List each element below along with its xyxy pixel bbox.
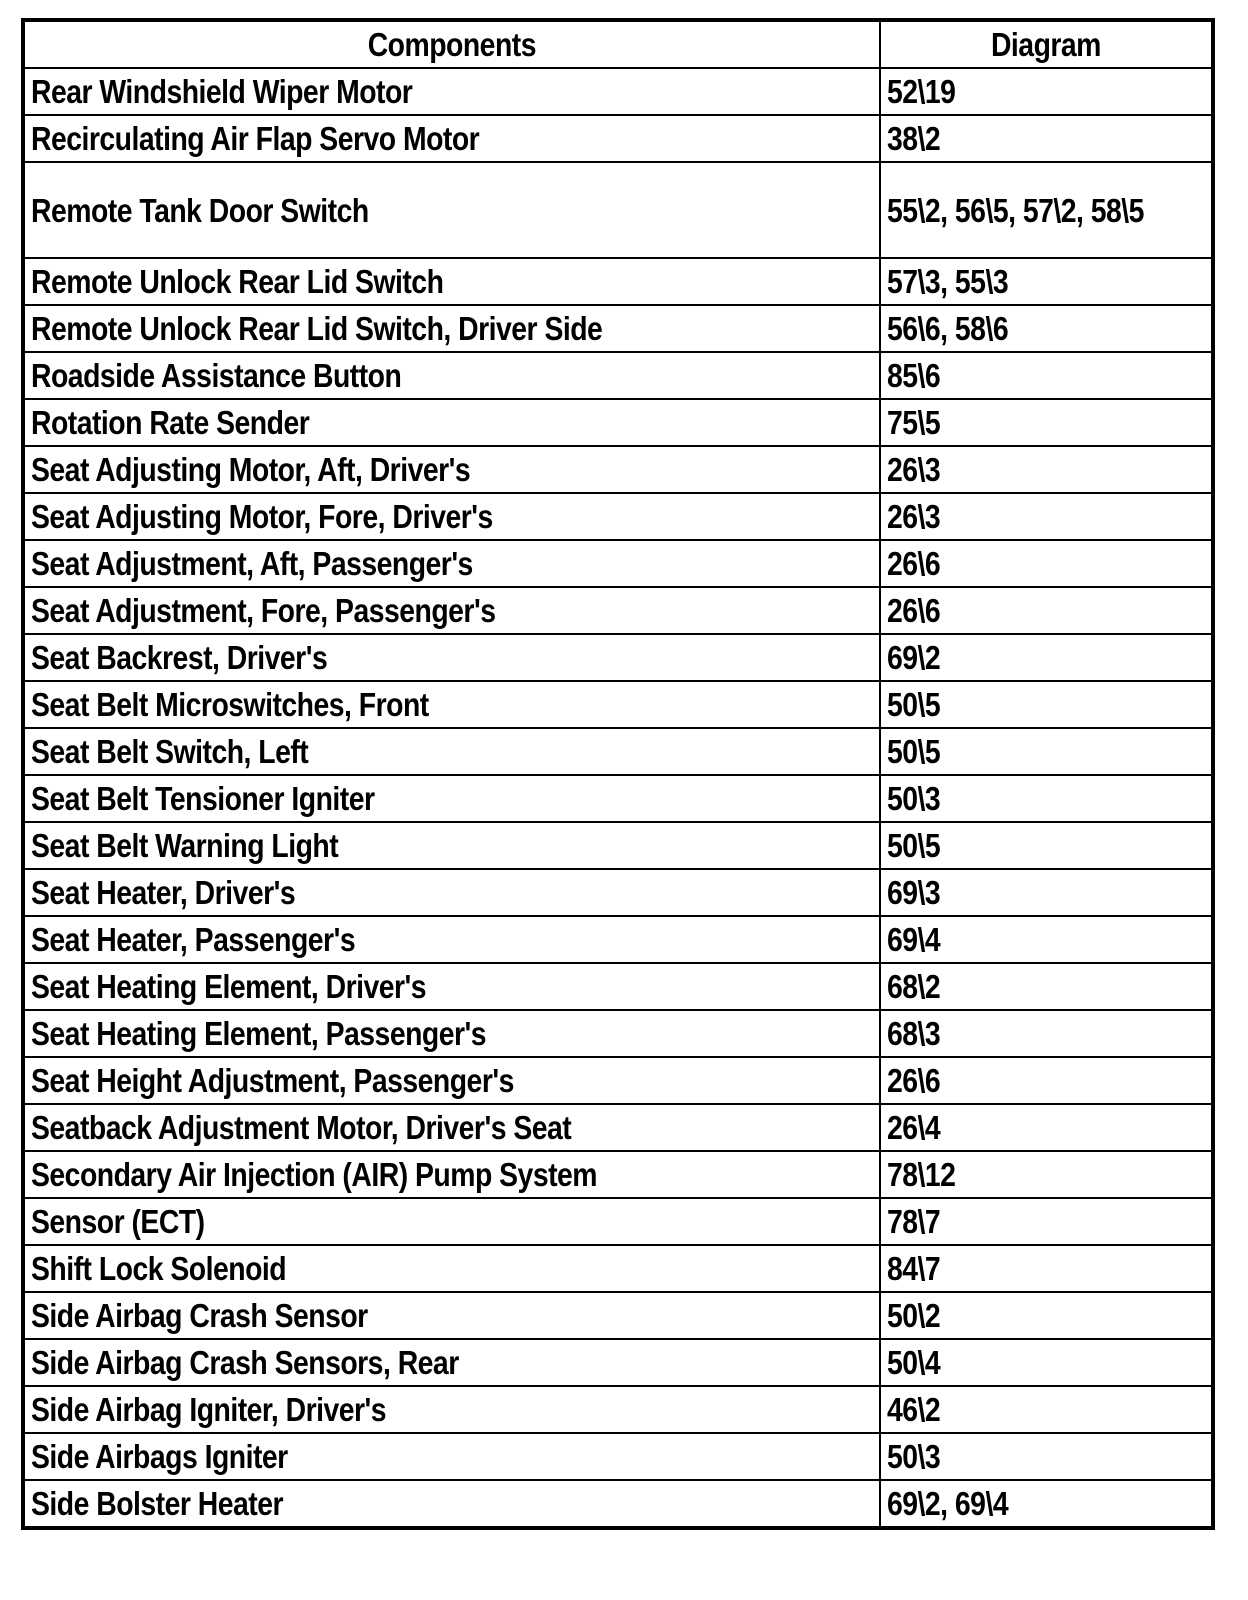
- diagram-cell: 69\4: [880, 916, 1213, 963]
- table-row: [23, 1151, 1213, 1198]
- component-cell: Seat Adjustment, Fore, Passenger's: [23, 587, 880, 634]
- diagram-cell: 68\3: [880, 1010, 1213, 1057]
- diagram-cell: 50\5: [880, 681, 1213, 728]
- component-cell: Seat Heating Element, Passenger's: [23, 1010, 880, 1057]
- component-cell: Remote Unlock Rear Lid Switch: [23, 258, 880, 305]
- component-cell: Side Airbag Igniter, Driver's: [23, 1386, 880, 1433]
- component-cell: Remote Unlock Rear Lid Switch, Driver Side: [23, 305, 880, 352]
- table-row: [23, 305, 1213, 352]
- diagram-cell: 75\5: [880, 399, 1213, 446]
- components-table-container: [21, 18, 1211, 1530]
- table-row: [23, 1339, 1213, 1386]
- table-row: [23, 634, 1213, 681]
- table-row: [23, 1104, 1213, 1151]
- component-cell: Seat Heater, Passenger's: [23, 916, 880, 963]
- table-row: [23, 1198, 1213, 1245]
- diagram-cell: 50\5: [880, 822, 1213, 869]
- table-row: [23, 258, 1213, 305]
- diagram-cell: 50\4: [880, 1339, 1213, 1386]
- components-diagram-table: [21, 18, 1215, 1530]
- table-row: [23, 1010, 1213, 1057]
- table-row: [23, 869, 1213, 916]
- table-row: [23, 916, 1213, 963]
- diagram-cell: 50\2: [880, 1292, 1213, 1339]
- table-row: [23, 352, 1213, 399]
- diagram-cell: 26\6: [880, 540, 1213, 587]
- diagram-cell: 38\2: [880, 115, 1213, 162]
- component-cell: Seat Heating Element, Driver's: [23, 963, 880, 1010]
- table-row: [23, 1386, 1213, 1433]
- diagram-cell: 84\7: [880, 1245, 1213, 1292]
- component-cell: Sensor (ECT): [23, 1198, 880, 1245]
- table-row: [23, 963, 1213, 1010]
- table-row: [23, 822, 1213, 869]
- table-row: [23, 540, 1213, 587]
- diagram-cell: 46\2: [880, 1386, 1213, 1433]
- table-row: [23, 1057, 1213, 1104]
- components-column-header: Components: [23, 20, 880, 68]
- diagram-cell: 50\3: [880, 1433, 1213, 1480]
- component-cell: Side Bolster Heater: [23, 1480, 880, 1528]
- table-row: [23, 587, 1213, 634]
- component-cell: Side Airbag Crash Sensor: [23, 1292, 880, 1339]
- table-header-row: [23, 20, 1213, 68]
- diagram-cell: 69\3: [880, 869, 1213, 916]
- diagram-cell: 52\19: [880, 68, 1213, 115]
- diagram-cell: 69\2: [880, 634, 1213, 681]
- diagram-cell: 57\3, 55\3: [880, 258, 1213, 305]
- diagram-cell: 26\3: [880, 446, 1213, 493]
- component-cell: Seat Belt Tensioner Igniter: [23, 775, 880, 822]
- diagram-column-header: Diagram: [880, 20, 1213, 68]
- component-cell: Seat Belt Warning Light: [23, 822, 880, 869]
- table-row: [23, 399, 1213, 446]
- table-row: [23, 1292, 1213, 1339]
- diagram-cell: 68\2: [880, 963, 1213, 1010]
- table-row: [23, 115, 1213, 162]
- component-cell: Side Airbags Igniter: [23, 1433, 880, 1480]
- diagram-cell: 56\6, 58\6: [880, 305, 1213, 352]
- component-cell: Seat Adjustment, Aft, Passenger's: [23, 540, 880, 587]
- component-cell: Remote Tank Door Switch: [23, 162, 880, 258]
- component-cell: Recirculating Air Flap Servo Motor: [23, 115, 880, 162]
- component-cell: Seat Height Adjustment, Passenger's: [23, 1057, 880, 1104]
- component-cell: Seatback Adjustment Motor, Driver's Seat: [23, 1104, 880, 1151]
- diagram-cell: 78\12: [880, 1151, 1213, 1198]
- table-row: [23, 1480, 1213, 1528]
- component-cell: Seat Adjusting Motor, Aft, Driver's: [23, 446, 880, 493]
- component-cell: Roadside Assistance Button: [23, 352, 880, 399]
- diagram-cell: 26\6: [880, 1057, 1213, 1104]
- diagram-cell: 78\7: [880, 1198, 1213, 1245]
- table-row: [23, 162, 1213, 258]
- diagram-cell: 85\6: [880, 352, 1213, 399]
- component-cell: Rear Windshield Wiper Motor: [23, 68, 880, 115]
- table-row: [23, 1245, 1213, 1292]
- component-cell: Side Airbag Crash Sensors, Rear: [23, 1339, 880, 1386]
- component-cell: Rotation Rate Sender: [23, 399, 880, 446]
- component-cell: Shift Lock Solenoid: [23, 1245, 880, 1292]
- component-cell: Seat Adjusting Motor, Fore, Driver's: [23, 493, 880, 540]
- component-cell: Seat Belt Microswitches, Front: [23, 681, 880, 728]
- table-row: [23, 68, 1213, 115]
- table-row: [23, 446, 1213, 493]
- table-row: [23, 493, 1213, 540]
- diagram-cell: 50\3: [880, 775, 1213, 822]
- component-cell: Seat Backrest, Driver's: [23, 634, 880, 681]
- table-row: [23, 775, 1213, 822]
- table-row: [23, 1433, 1213, 1480]
- diagram-cell: 26\4: [880, 1104, 1213, 1151]
- diagram-cell: 55\2, 56\5, 57\2, 58\5: [880, 162, 1213, 258]
- diagram-cell: 69\2, 69\4: [880, 1480, 1213, 1528]
- diagram-cell: 26\3: [880, 493, 1213, 540]
- table-row: [23, 728, 1213, 775]
- component-cell: Seat Heater, Driver's: [23, 869, 880, 916]
- component-cell: Seat Belt Switch, Left: [23, 728, 880, 775]
- component-cell: Secondary Air Injection (AIR) Pump System: [23, 1151, 880, 1198]
- table-row: [23, 681, 1213, 728]
- diagram-cell: 50\5: [880, 728, 1213, 775]
- diagram-cell: 26\6: [880, 587, 1213, 634]
